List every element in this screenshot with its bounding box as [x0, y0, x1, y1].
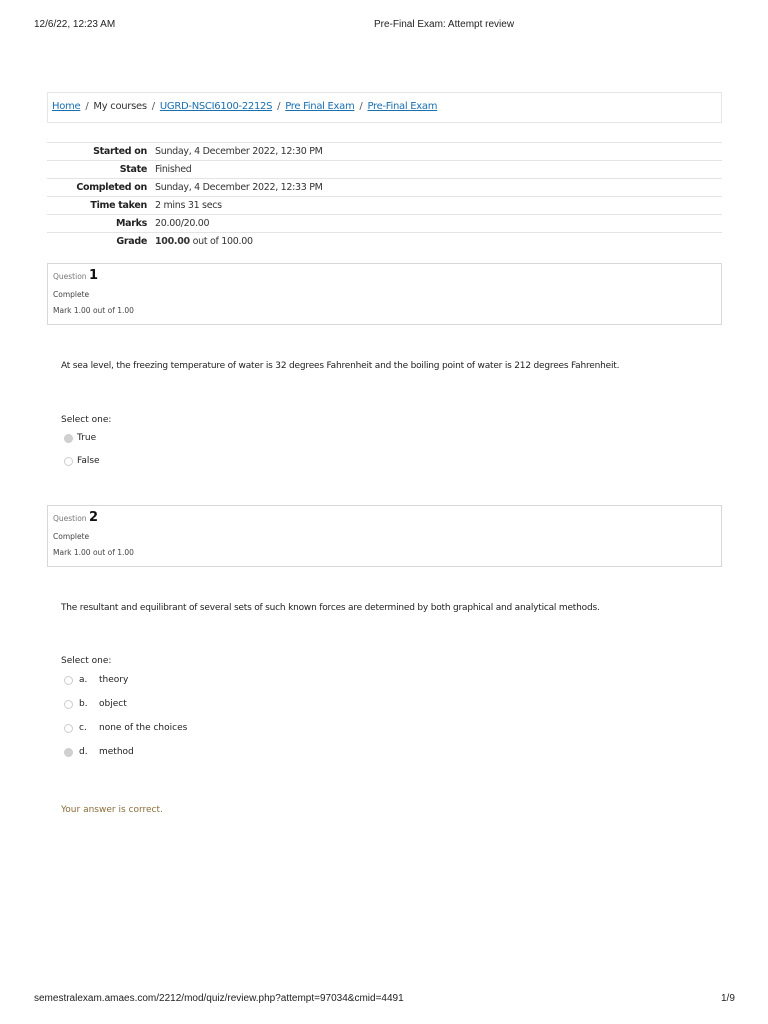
select-one-label: Select one:	[61, 656, 112, 666]
radio[interactable]	[64, 676, 73, 685]
option-d[interactable]	[64, 747, 134, 757]
question-number: 1	[88, 268, 98, 283]
radio[interactable]	[64, 457, 73, 466]
question-prefix: Question	[53, 272, 87, 281]
question-2-text: The resultant and equilibrant of several sets of such known forces are determined by both graphical and analytical methods.	[61, 603, 600, 613]
grade-suffix: out of 100.00	[189, 236, 253, 248]
summary-label: Grade	[47, 233, 151, 251]
option-b[interactable]	[64, 699, 127, 709]
option-label: theory	[99, 675, 129, 685]
feedback-correct: Your answer is correct.	[61, 805, 163, 815]
question-number: 2	[88, 510, 98, 525]
option-label: none of the choices	[99, 723, 188, 733]
print-title: Pre-Final Exam: Attempt review	[374, 19, 515, 30]
question-status: Complete	[53, 290, 90, 299]
summary-row	[47, 161, 722, 179]
question-2-info	[47, 505, 722, 567]
question-prefix: Question	[53, 514, 87, 523]
summary-label: Marks	[47, 215, 151, 233]
summary-value: Sunday, 4 December 2022, 12:33 PM	[151, 179, 722, 197]
summary-row	[47, 215, 722, 233]
radio-selected[interactable]	[64, 434, 73, 443]
select-one-label: Select one:	[61, 415, 112, 425]
option-true[interactable]	[64, 433, 96, 443]
option-false[interactable]	[64, 456, 100, 466]
summary-value: Finished	[151, 161, 722, 179]
summary-label: Started on	[47, 143, 151, 161]
summary-row	[47, 143, 722, 161]
page-number: 1/9	[721, 993, 735, 1004]
summary-value: 2 mins 31 secs	[151, 197, 722, 215]
summary-row	[47, 233, 722, 251]
radio-selected[interactable]	[64, 748, 73, 757]
radio[interactable]	[64, 724, 73, 733]
summary-row	[47, 197, 722, 215]
question-status: Complete	[53, 532, 90, 541]
option-letter: d.	[79, 747, 88, 757]
breadcrumb-section[interactable]: Pre Final Exam	[285, 101, 355, 112]
summary-label: State	[47, 161, 151, 179]
summary-value	[151, 233, 722, 251]
option-a[interactable]	[64, 675, 128, 685]
breadcrumb-home[interactable]: Home	[52, 101, 81, 112]
breadcrumb-course[interactable]: UGRD-NSCI6100-2212S	[159, 101, 273, 112]
question-1-text: At sea level, the freezing temperature of water is 32 degrees Fahrenheit and the boiling point of water is 212 degrees Fahrenheit.	[61, 361, 620, 371]
question-1-info	[47, 263, 722, 325]
option-label: True	[77, 433, 97, 443]
option-label: method	[99, 747, 134, 757]
option-label: False	[77, 456, 100, 466]
option-c[interactable]	[64, 723, 187, 733]
grade-value: 100.00	[155, 236, 190, 248]
breadcrumb-quiz[interactable]: Pre-Final Exam	[367, 101, 438, 112]
summary-label: Time taken	[47, 197, 151, 215]
breadcrumb: Home / My courses / UGRD-NSCI6100-2212S / Pre Final Exam / Pre-Final Exam	[47, 92, 722, 123]
option-label: object	[99, 699, 127, 709]
print-url: semestralexam.amaes.com/2212/mod/quiz/review.php?attempt=97034&cmid=4491	[34, 993, 404, 1004]
question-mark: Mark 1.00 out of 1.00	[53, 548, 134, 557]
question-mark: Mark 1.00 out of 1.00	[53, 306, 134, 315]
summary-label: Completed on	[47, 179, 151, 197]
print-datetime: 12/6/22, 12:23 AM	[34, 19, 116, 30]
radio[interactable]	[64, 700, 73, 709]
breadcrumb-my-courses: My courses	[93, 101, 147, 112]
option-letter: b.	[79, 699, 88, 709]
summary-value: 20.00/20.00	[151, 215, 722, 233]
option-letter: c.	[79, 723, 87, 733]
attempt-summary-table	[47, 142, 722, 251]
option-letter: a.	[79, 675, 88, 685]
summary-row	[47, 179, 722, 197]
summary-value: Sunday, 4 December 2022, 12:30 PM	[151, 143, 722, 161]
